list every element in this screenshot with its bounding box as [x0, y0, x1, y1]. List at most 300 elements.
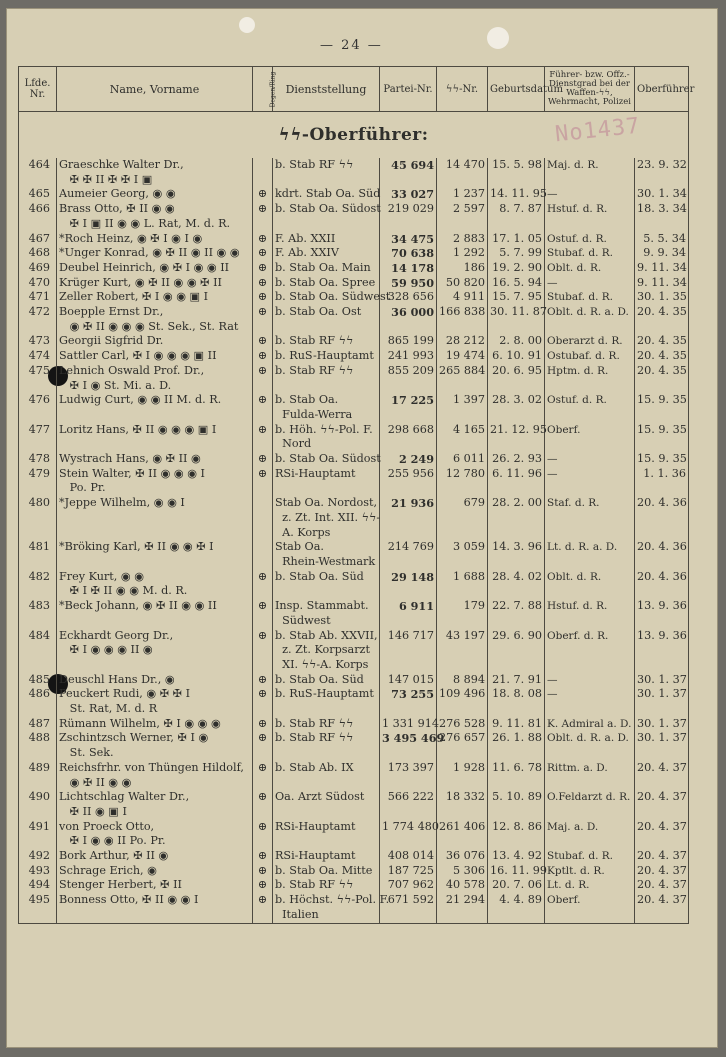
birth-date: 15. 7. 95: [488, 290, 545, 305]
military-rank: Ostuf. d. R.: [545, 232, 635, 247]
birth-date: 20. 7. 06: [488, 878, 545, 893]
service-position: b. Stab Oa. Südost: [273, 452, 380, 467]
promotion-date: 13. 9. 36: [635, 599, 689, 628]
military-rank: Staf. d. R.: [545, 496, 635, 540]
table-row: [19, 599, 689, 628]
degen-ring-mark: ⊕: [253, 687, 273, 716]
ss-number: 1 928: [437, 761, 488, 790]
row-number: 484: [19, 629, 57, 673]
table-row: [19, 570, 689, 599]
birth-date: 29. 6. 90: [488, 629, 545, 673]
degen-ring-mark: ⊕: [253, 232, 273, 247]
row-number: 489: [19, 761, 57, 790]
military-rank: Oblt. d. R.: [545, 261, 635, 276]
ss-number: 3 059: [437, 540, 488, 569]
table-row: [19, 276, 689, 291]
service-position: F. Ab. XXIV: [273, 246, 380, 261]
service-position: b. Stab RF ϟϟ: [273, 731, 380, 760]
degen-ring-mark: ⊕: [253, 290, 273, 305]
service-position: Oa. Arzt Südost: [273, 790, 380, 819]
degen-ring-mark: ⊕: [253, 893, 273, 923]
header-name: Name, Vorname: [57, 67, 253, 112]
party-number: 328 656: [380, 290, 437, 305]
birth-date: 20. 6. 95: [488, 364, 545, 393]
ss-number: 186: [437, 261, 488, 276]
party-number: 566 222: [380, 790, 437, 819]
military-rank: Stubaf. d. R.: [545, 849, 635, 864]
person-name: Deubel Heinrich, ◉ ✠ I ◉ ◉ II: [57, 261, 253, 276]
military-rank: K. Admiral a. D.: [545, 717, 635, 732]
table-row: [19, 790, 689, 819]
service-position: F. Ab. XXII: [273, 232, 380, 247]
military-rank: —: [545, 452, 635, 467]
party-number: 17 225: [380, 393, 437, 422]
birth-date: 6. 10. 91: [488, 349, 545, 364]
table-row: [19, 673, 689, 688]
ss-number: 1 688: [437, 570, 488, 599]
party-number: 173 397: [380, 761, 437, 790]
section-title: ϟϟ-Oberführer:: [19, 112, 689, 159]
service-position: b. Stab Oa. Fulda-Werra: [273, 393, 380, 422]
row-number: 481: [19, 540, 57, 569]
birth-date: 15. 5. 98: [488, 158, 545, 187]
person-name: Boepple Ernst Dr., ◉ ✠ II ◉ ◉ ◉ St. Sek., St. Rat: [57, 305, 253, 334]
promotion-date: 20. 4. 37: [635, 878, 689, 893]
promotion-date: 23. 9. 32: [635, 158, 689, 187]
promotion-date: 20. 4. 37: [635, 820, 689, 849]
person-name: Sattler Carl, ✠ I ◉ ◉ ◉ ▣ II: [57, 349, 253, 364]
header-geb: Geburtsdatum: [488, 67, 545, 112]
degen-ring-mark: ⊕: [253, 202, 273, 231]
military-rank: —: [545, 673, 635, 688]
party-number: 707 962: [380, 878, 437, 893]
degen-ring-mark: ⊕: [253, 423, 273, 452]
party-number: 298 668: [380, 423, 437, 452]
promotion-date: 30. 1. 37: [635, 673, 689, 688]
promotion-date: 13. 9. 36: [635, 629, 689, 673]
service-position: b. RuS-Hauptamt: [273, 687, 380, 716]
header-row: [19, 67, 689, 112]
military-rank: Oberarzt d. R.: [545, 334, 635, 349]
military-rank: —: [545, 687, 635, 716]
degen-ring-mark: ⊕: [253, 864, 273, 879]
row-number: 466: [19, 202, 57, 231]
table-row: [19, 878, 689, 893]
tear-mark: [239, 17, 255, 33]
party-number: 865 199: [380, 334, 437, 349]
military-rank: Oblt. d. R. a. D.: [545, 731, 635, 760]
ss-number: 265 884: [437, 364, 488, 393]
service-position: b. Stab RF ϟϟ: [273, 334, 380, 349]
section-row: [19, 112, 689, 159]
row-number: 480: [19, 496, 57, 540]
promotion-date: 20. 4. 37: [635, 893, 689, 923]
ss-number: 2 597: [437, 202, 488, 231]
party-number: 855 209: [380, 364, 437, 393]
table-row: [19, 246, 689, 261]
military-rank: Oberf.: [545, 893, 635, 923]
person-name: Eckhardt Georg Dr., ✠ I ◉ ◉ ◉ II ◉: [57, 629, 253, 673]
table-row: [19, 467, 689, 496]
party-number: 6 911: [380, 599, 437, 628]
row-number: 471: [19, 290, 57, 305]
person-name: *Bröking Karl, ✠ II ◉ ◉ ✠ I: [57, 540, 253, 569]
service-position: b. Stab RF ϟϟ: [273, 158, 380, 187]
row-number: 469: [19, 261, 57, 276]
promotion-date: 20. 4. 35: [635, 334, 689, 349]
person-name: *Roch Heinz, ◉ ✠ I ◉ I ◉: [57, 232, 253, 247]
birth-date: 8. 7. 87: [488, 202, 545, 231]
service-position: b. Stab Oa. Süd: [273, 570, 380, 599]
party-number: 21 936: [380, 496, 437, 540]
promotion-date: 20. 4. 36: [635, 496, 689, 540]
row-number: 492: [19, 849, 57, 864]
promotion-date: 20. 4. 36: [635, 570, 689, 599]
table-row: [19, 393, 689, 422]
promotion-date: 5. 5. 34: [635, 232, 689, 247]
person-name: Peuckert Rudi, ◉ ✠ ✠ I St. Rat, M. d. R: [57, 687, 253, 716]
degen-ring-mark: ⊕: [253, 246, 273, 261]
promotion-date: 15. 9. 35: [635, 423, 689, 452]
row-number: 485: [19, 673, 57, 688]
table-row: [19, 540, 689, 569]
person-name: *Jeppe Wilhelm, ◉ ◉ I: [57, 496, 253, 540]
table-row: [19, 761, 689, 790]
service-position: b. Stab Oa. Mitte: [273, 864, 380, 879]
row-number: 475: [19, 364, 57, 393]
party-number: 214 769: [380, 540, 437, 569]
person-name: Bork Arthur, ✠ II ◉: [57, 849, 253, 864]
ss-number: 21 294: [437, 893, 488, 923]
table-row: [19, 893, 689, 923]
birth-date: 19. 2. 90: [488, 261, 545, 276]
degen-ring-mark: ⊕: [253, 761, 273, 790]
promotion-date: 20. 4. 37: [635, 790, 689, 819]
birth-date: 5. 10. 89: [488, 790, 545, 819]
birth-date: 16. 5. 94: [488, 276, 545, 291]
military-rank: Maj. d. R.: [545, 158, 635, 187]
party-number: 219 029: [380, 202, 437, 231]
table-row: [19, 731, 689, 760]
ss-number: 36 076: [437, 849, 488, 864]
service-position: b. Stab Oa. Spree: [273, 276, 380, 291]
military-rank: Oblt. d. R.: [545, 570, 635, 599]
military-rank: Stubaf. d. R.: [545, 246, 635, 261]
ss-number: 179: [437, 599, 488, 628]
birth-date: 28. 3. 02: [488, 393, 545, 422]
military-rank: Oblt. d. R. a. D.: [545, 305, 635, 334]
row-number: 478: [19, 452, 57, 467]
degen-ring-mark: ⊕: [253, 820, 273, 849]
table-row: [19, 864, 689, 879]
ss-number: 18 332: [437, 790, 488, 819]
table-row: [19, 334, 689, 349]
table-row: [19, 290, 689, 305]
ss-number: 4 911: [437, 290, 488, 305]
ss-number: 166 838: [437, 305, 488, 334]
promotion-date: 20. 4. 37: [635, 864, 689, 879]
degen-ring-mark: ⊕: [253, 878, 273, 893]
header-partei: Partei-Nr.: [380, 67, 437, 112]
table-row: [19, 232, 689, 247]
row-number: 472: [19, 305, 57, 334]
row-number: 479: [19, 467, 57, 496]
table-row: [19, 452, 689, 467]
table-row: [19, 158, 689, 187]
ss-number: 5 306: [437, 864, 488, 879]
service-position: kdrt. Stab Oa. Süd: [273, 187, 380, 202]
promotion-date: 20. 4. 35: [635, 349, 689, 364]
party-number: 408 014: [380, 849, 437, 864]
degen-ring-mark: ⊕: [253, 393, 273, 422]
degen-ring-mark: ⊕: [253, 731, 273, 760]
party-number: 146 717: [380, 629, 437, 673]
ss-number: 43 197: [437, 629, 488, 673]
birth-date: 22. 7. 88: [488, 599, 545, 628]
ss-number: 1 292: [437, 246, 488, 261]
military-rank: Oberf.: [545, 423, 635, 452]
service-position: b. Stab Ab. IX: [273, 761, 380, 790]
table-row: [19, 849, 689, 864]
header-ss: ϟϟ-Nr.: [437, 67, 488, 112]
service-position: b. Höh. ϟϟ-Pol. F. Nord: [273, 423, 380, 452]
row-number: 473: [19, 334, 57, 349]
degen-ring-mark: ⊕: [253, 305, 273, 334]
person-name: Zeller Robert, ✠ I ◉ ◉ ▣ I: [57, 290, 253, 305]
row-number: 493: [19, 864, 57, 879]
ss-number: 2 883: [437, 232, 488, 247]
person-name: Reichsfrhr. von Thüngen Hildolf, ◉ ✠ II ◉ ◉: [57, 761, 253, 790]
ss-number: 1 237: [437, 187, 488, 202]
ss-number: 1 397: [437, 393, 488, 422]
service-position: RSi-Hauptamt: [273, 849, 380, 864]
ss-number: 14 470: [437, 158, 488, 187]
military-rank: Hptm. d. R.: [545, 364, 635, 393]
party-number: 241 993: [380, 349, 437, 364]
row-number: 487: [19, 717, 57, 732]
birth-date: 5. 7. 99: [488, 246, 545, 261]
table-row: [19, 423, 689, 452]
military-rank: Hstuf. d. R.: [545, 202, 635, 231]
ss-number: 4 165: [437, 423, 488, 452]
birth-date: 14. 3. 96: [488, 540, 545, 569]
service-position: b. Stab Oa. Süd: [273, 673, 380, 688]
promotion-date: 15. 9. 35: [635, 393, 689, 422]
service-position: Stab Oa. Nordost, z. Zt. Int. XII. ϟϟ- A. Korps: [273, 496, 380, 540]
party-number: 3 495 469: [380, 731, 437, 760]
ss-number: 261 406: [437, 820, 488, 849]
military-rank: Kptlt. d. R.: [545, 864, 635, 879]
military-rank: Lt. d. R. a. D.: [545, 540, 635, 569]
row-number: 464: [19, 158, 57, 187]
degen-ring-mark: [253, 496, 273, 540]
person-name: Rümann Wilhelm, ✠ I ◉ ◉ ◉: [57, 717, 253, 732]
degen-ring-mark: ⊕: [253, 599, 273, 628]
military-rank: —: [545, 187, 635, 202]
promotion-date: 9. 11. 34: [635, 276, 689, 291]
table-row: [19, 305, 689, 334]
table-row: [19, 202, 689, 231]
person-name: Loritz Hans, ✠ II ◉ ◉ ◉ ▣ I: [57, 423, 253, 452]
party-number: 45 694: [380, 158, 437, 187]
person-name: Lehnich Oswald Prof. Dr., ✠ I ◉ St. Mi. a. D.: [57, 364, 253, 393]
service-position: Insp. Stammabt. Südwest: [273, 599, 380, 628]
service-position: b. Stab RF ϟϟ: [273, 364, 380, 393]
archive-stamp: No1437: [553, 113, 642, 148]
military-rank: Stubaf. d. R.: [545, 290, 635, 305]
degen-ring-mark: ⊕: [253, 717, 273, 732]
military-rank: Lt. d. R.: [545, 878, 635, 893]
military-rank: Hstuf. d. R.: [545, 599, 635, 628]
military-rank: Oberf. d. R.: [545, 629, 635, 673]
page-number: — 24 —: [320, 38, 383, 53]
header-fuehrer: Führer- bzw. Offz.-Dienstgrad bei der Waffen-ϟϟ, Wehrmacht, Polizei: [545, 67, 635, 112]
promotion-date: 30. 1. 35: [635, 290, 689, 305]
service-position: b. Stab Oa. Main: [273, 261, 380, 276]
degen-ring-mark: ⊕: [253, 276, 273, 291]
degen-ring-mark: ⊕: [253, 364, 273, 393]
degen-ring-mark: ⊕: [253, 349, 273, 364]
promotion-date: 20. 4. 36: [635, 540, 689, 569]
service-position: RSi-Hauptamt: [273, 820, 380, 849]
service-position: b. Stab Ab. XXVII, z. Zt. Korpsarzt XI. ϟϟ-A. Korps: [273, 629, 380, 673]
promotion-date: 9. 11. 34: [635, 261, 689, 276]
party-number: 70 638: [380, 246, 437, 261]
person-name: Stenger Herbert, ✠ II: [57, 878, 253, 893]
birth-date: 26. 2. 93: [488, 452, 545, 467]
promotion-date: 15. 9. 35: [635, 452, 689, 467]
header-ober: Oberführer: [635, 67, 689, 112]
military-rank: Ostubaf. d. R.: [545, 349, 635, 364]
ss-number: 28 212: [437, 334, 488, 349]
promotion-date: 1. 1. 36: [635, 467, 689, 496]
birth-date: 4. 4. 89: [488, 893, 545, 923]
birth-date: 30. 11. 87: [488, 305, 545, 334]
party-number: 36 000: [380, 305, 437, 334]
service-position: b. Stab Oa. Ost: [273, 305, 380, 334]
row-number: 486: [19, 687, 57, 716]
party-number: 147 015: [380, 673, 437, 688]
ss-number: 8 894: [437, 673, 488, 688]
person-name: Zschintzsch Werner, ✠ I ◉ St. Sek.: [57, 731, 253, 760]
service-position: Stab Oa. Rhein-Westmark: [273, 540, 380, 569]
row-number: 467: [19, 232, 57, 247]
person-name: Krüger Kurt, ◉ ✠ II ◉ ◉ ✠ II: [57, 276, 253, 291]
row-number: 465: [19, 187, 57, 202]
military-rank: —: [545, 467, 635, 496]
promotion-date: 30. 1. 34: [635, 187, 689, 202]
promotion-date: 20. 4. 35: [635, 305, 689, 334]
degen-ring-mark: [253, 158, 273, 187]
degen-ring-mark: ⊕: [253, 334, 273, 349]
birth-date: 12. 8. 86: [488, 820, 545, 849]
degen-ring-mark: ⊕: [253, 261, 273, 276]
birth-date: 26. 1. 88: [488, 731, 545, 760]
birth-date: 14. 11. 95: [488, 187, 545, 202]
person-name: Georgii Sigfrid Dr.: [57, 334, 253, 349]
roster-table: [18, 66, 695, 924]
birth-date: 21. 7. 91: [488, 673, 545, 688]
promotion-date: 9. 9. 34: [635, 246, 689, 261]
promotion-date: 20. 4. 37: [635, 849, 689, 864]
party-number: 33 027: [380, 187, 437, 202]
person-name: Ludwig Curt, ◉ ◉ II M. d. R.: [57, 393, 253, 422]
birth-date: 28. 2. 00: [488, 496, 545, 540]
row-number: 491: [19, 820, 57, 849]
military-rank: O.Feldarzt d. R.: [545, 790, 635, 819]
row-number: 468: [19, 246, 57, 261]
person-name: Deuschl Hans Dr., ◉: [57, 673, 253, 688]
person-name: Lichtschlag Walter Dr., ✠ II ◉ ▣ I: [57, 790, 253, 819]
party-number: 1 331 914: [380, 717, 437, 732]
service-position: b. Stab RF ϟϟ: [273, 717, 380, 732]
table-row: [19, 687, 689, 716]
ss-number: 276 657: [437, 731, 488, 760]
tear-mark: [487, 27, 509, 49]
party-number: 34 475: [380, 232, 437, 247]
header-degen: Degen/Ring: [253, 67, 273, 112]
birth-date: 28. 4. 02: [488, 570, 545, 599]
party-number: 59 950: [380, 276, 437, 291]
row-number: 476: [19, 393, 57, 422]
service-position: RSi-Hauptamt: [273, 467, 380, 496]
person-name: Frey Kurt, ◉ ◉ ✠ I ✠ II ◉ ◉ M. d. R.: [57, 570, 253, 599]
degen-ring-mark: ⊕: [253, 849, 273, 864]
party-number: 255 956: [380, 467, 437, 496]
table-row: [19, 496, 689, 540]
row-number: 483: [19, 599, 57, 628]
row-number: 495: [19, 893, 57, 923]
party-number: 1 774 480: [380, 820, 437, 849]
degen-ring-mark: ⊕: [253, 629, 273, 673]
degen-ring-mark: ⊕: [253, 467, 273, 496]
military-rank: Maj. a. D.: [545, 820, 635, 849]
person-name: Graeschke Walter Dr., ✠ ✠ II ✠ ✠ I ▣: [57, 158, 253, 187]
promotion-date: 30. 1. 37: [635, 687, 689, 716]
ss-number: 50 820: [437, 276, 488, 291]
ss-number: 12 780: [437, 467, 488, 496]
ss-number: 276 528: [437, 717, 488, 732]
table-row: [19, 820, 689, 849]
degen-ring-mark: ⊕: [253, 790, 273, 819]
birth-date: 13. 4. 92: [488, 849, 545, 864]
header-lfd: Lfde. Nr.: [19, 67, 57, 112]
birth-date: 17. 1. 05: [488, 232, 545, 247]
promotion-date: 30. 1. 37: [635, 717, 689, 732]
party-number: 29 148: [380, 570, 437, 599]
row-number: 490: [19, 790, 57, 819]
promotion-date: 20. 4. 37: [635, 761, 689, 790]
person-name: von Proeck Otto, ✠ I ◉ ◉ II Po. Pr.: [57, 820, 253, 849]
person-name: Bonness Otto, ✠ II ◉ ◉ I: [57, 893, 253, 923]
row-number: 470: [19, 276, 57, 291]
degen-ring-mark: ⊕: [253, 452, 273, 467]
military-rank: Rittm. a. D.: [545, 761, 635, 790]
person-name: Brass Otto, ✠ II ◉ ◉ ✠ I ▣ II ◉ ◉ L. Rat, M. d. R.: [57, 202, 253, 231]
degen-ring-mark: ⊕: [253, 570, 273, 599]
promotion-date: 20. 4. 35: [635, 364, 689, 393]
service-position: b. Höchst. ϟϟ-Pol. F. Italien: [273, 893, 380, 923]
degen-ring-mark: ⊕: [253, 187, 273, 202]
person-name: Schrage Erich, ◉: [57, 864, 253, 879]
row-number: 482: [19, 570, 57, 599]
service-position: b. Stab RF ϟϟ: [273, 878, 380, 893]
ss-number: 19 474: [437, 349, 488, 364]
party-number: 187 725: [380, 864, 437, 879]
military-rank: —: [545, 276, 635, 291]
birth-date: 21. 12. 95: [488, 423, 545, 452]
table-row: [19, 349, 689, 364]
